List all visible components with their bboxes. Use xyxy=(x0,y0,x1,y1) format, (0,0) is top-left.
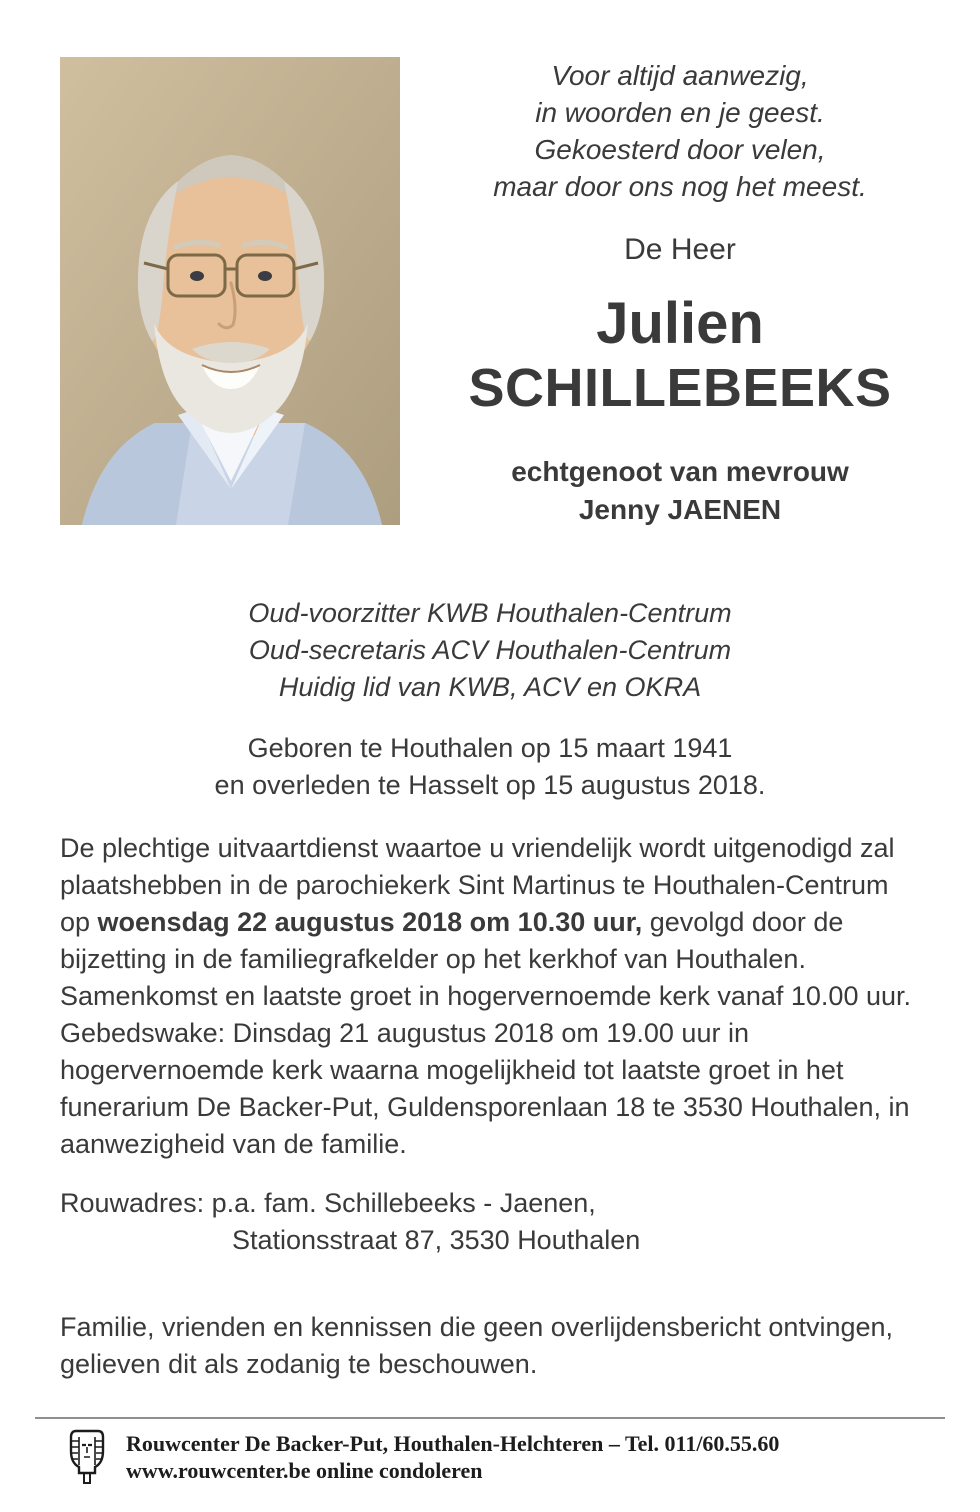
service-details xyxy=(60,830,920,1163)
quote-line: maar door ons nog het meest. xyxy=(493,171,867,202)
wake-paragraph: Gebedswake: Dinsdag 21 augustus 2018 om 19.00 uur in hogervernoemde kerk waarna mogelijkheid tot laatste groet in het funerarium De Backer-Put, Guldensporenlaan 18 te 3530 Houthalen, in aanwezigheid van de familie. xyxy=(60,1018,910,1159)
memorial-quote xyxy=(416,57,944,205)
quote-line: Gekoesterd door velen, xyxy=(534,134,826,165)
portrait-illustration xyxy=(60,57,400,525)
funeral-text-end: gevolgd door de bijzetting in de familiegrafkelder op het kerkhof van Houthalen. xyxy=(60,907,844,974)
funeral-home-line: Rouwcenter De Backer-Put, Houthalen-Helchteren – Tel. 011/60.55.60 xyxy=(126,1431,780,1456)
quote-line: Voor altijd aanwezig, xyxy=(551,60,809,91)
quote-line: in woorden en je geest. xyxy=(535,97,825,128)
death-line: en overleden te Hasselt op 15 augustus 2018. xyxy=(214,770,766,800)
name-column xyxy=(400,57,960,529)
footer-text xyxy=(126,1430,779,1484)
pharaoh-logo-icon xyxy=(64,1428,110,1486)
footer-website-line: www.rouwcenter.be online condoleren xyxy=(126,1458,483,1483)
birth-line: Geboren te Houthalen op 15 maart 1941 xyxy=(247,733,733,763)
funeral-datetime: woensdag 22 augustus 2018 om 10.30 uur, xyxy=(97,907,643,937)
title-line: Oud-secretaris ACV Houthalen-Centrum xyxy=(248,635,732,665)
gathering-paragraph: Samenkomst en laatste groet in hogervernoemde kerk vanaf 10.00 uur. xyxy=(60,981,912,1011)
spouse-line xyxy=(416,453,944,529)
mourning-address-line1: Rouwadres: p.a. fam. Schillebeeks - Jaenen, xyxy=(60,1188,596,1218)
mourning-address-line2: Stationsstraat 87, 3530 Houthalen xyxy=(232,1225,641,1255)
spouse-intro: echtgenoot van mevrouw xyxy=(511,456,849,487)
spouse-name: Jenny JAENEN xyxy=(578,494,782,525)
footer xyxy=(64,1428,940,1486)
mourning-address xyxy=(60,1185,920,1259)
deceased-last-name: SCHILLEBEEKS xyxy=(468,358,892,418)
deceased-first-name: Julien xyxy=(596,291,764,356)
honorary-titles xyxy=(0,595,980,706)
funeral-paragraph xyxy=(60,830,920,978)
notice-paragraph: Familie, vrienden en kennissen die geen overlijdensbericht ontvingen, gelieven dit als zodanig te beschouwen. xyxy=(60,1312,894,1379)
top-section xyxy=(0,0,980,529)
portrait-photo xyxy=(60,57,400,525)
title-line: Huidig lid van KWB, ACV en OKRA xyxy=(278,672,702,702)
funeral-text-start: De plechtige uitvaartdienst waartoe u vriendelijk wordt uitgenodigd zal plaatshebben in de parochiekerk Sint Martinus te Houthalen-Centrum op xyxy=(60,833,895,937)
life-dates xyxy=(0,730,980,804)
title-line: Oud-voorzitter KWB Houthalen-Centrum xyxy=(248,598,732,628)
footer-divider xyxy=(35,1417,945,1419)
salutation: De Heer xyxy=(624,233,736,266)
